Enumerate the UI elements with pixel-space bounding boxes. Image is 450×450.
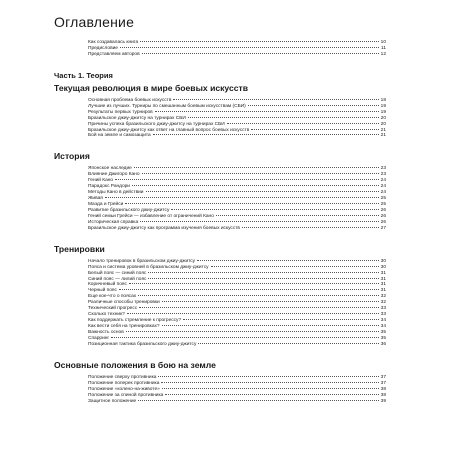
toc-entry-title: Развитие бразильского джиу-джитсу (88, 207, 170, 213)
toc-entry-title: Предисловие (88, 45, 118, 51)
toc-leader (138, 295, 379, 296)
toc-leader (138, 400, 378, 401)
section-heading: Текущая революция в мире боевых искусств (54, 82, 249, 93)
toc-entry-page: 24 (380, 178, 386, 184)
toc-entry-page: 37 (380, 374, 386, 380)
toc-leader (171, 209, 378, 210)
toc-leader (142, 173, 379, 174)
toc-entry-page: 35 (380, 329, 386, 335)
section-heading: Тренировки (54, 243, 105, 254)
toc-leader (227, 123, 379, 124)
toc-leader (105, 197, 379, 198)
section-list (54, 375, 386, 405)
toc-leader (115, 179, 379, 180)
toc-entry-title: Как вести себя на тренировках? (88, 324, 160, 329)
toc-entry-title: Причины успеха бразильского джиу-джитсу на турнирах СБИ (88, 121, 225, 127)
toc-leader (248, 105, 379, 106)
toc-entry-page: 18 (380, 97, 386, 103)
toc-entry (54, 133, 386, 139)
toc-entry-title: Синий пояс — лилий пояс (88, 276, 147, 282)
toc-entry-page: 27 (380, 225, 386, 231)
toc-entry-title: Положение сверху противника (88, 374, 157, 380)
toc-leader (165, 394, 378, 395)
toc-entry-title: Как создавалась книга (88, 40, 139, 45)
section-list (54, 259, 386, 348)
toc-leader (129, 283, 379, 284)
toc-entry-title: Спарринг (88, 335, 110, 341)
toc-entry-page: 19 (380, 109, 386, 115)
toc-entry-title: Пояса и система уровней в бразильском джиу-джитсу (88, 264, 209, 270)
toc-entry-page: 30 (380, 258, 386, 264)
toc-entry-title: Защитное положение (88, 398, 137, 404)
toc-entry-page: 32 (380, 300, 386, 306)
toc-entry-title: Методы Кано в действии (88, 190, 144, 196)
toc-entry-page: 10 (380, 40, 386, 45)
toc-leader (251, 129, 378, 130)
toc-leader (161, 382, 378, 383)
toc-entry (54, 52, 386, 58)
toc-leader (111, 337, 379, 338)
toc-entry-page: 30 (380, 264, 386, 270)
toc-entry-title: Положение поперек противника (88, 380, 160, 386)
toc-entry-title: Различные способы тренировки (88, 300, 160, 306)
toc-entry-title: Гений семьи Грейси — избавление от ограничений Кано (88, 213, 214, 219)
toc-entry (54, 226, 386, 232)
toc-entry-title: Гений Кано (88, 178, 114, 184)
toc-entry-page: 31 (380, 288, 386, 294)
toc-entry-page: 32 (380, 294, 386, 300)
toc-entry-page: 20 (380, 121, 386, 127)
toc-leader (127, 313, 379, 314)
toc-entry-page: 35 (380, 335, 386, 341)
toc-page (54, 10, 386, 406)
toc-entry-title: Основная проблема боевых искусств (88, 97, 172, 103)
toc-entry-page: 24 (380, 190, 386, 196)
toc-leader (153, 134, 379, 135)
toc-entry-page: 34 (380, 324, 386, 329)
section-list (54, 98, 386, 140)
toc-entry-title: Представляем авторов (88, 51, 140, 57)
toc-entry-page: 25 (380, 196, 386, 202)
toc-entry-page: 24 (380, 184, 386, 190)
toc-entry-title: Влияние Джигоро Кано (88, 172, 140, 178)
toc-entry-page: 26 (380, 219, 386, 225)
toc-leader (197, 260, 379, 261)
toc-entry-title: Бой на земле и самозащита (88, 133, 151, 139)
toc-leader (216, 215, 379, 216)
toc-entry-page: 11 (381, 45, 386, 51)
toc-entry-title: Еще кое-что о поясах (88, 294, 137, 300)
toc-entry-page: 33 (380, 306, 386, 312)
toc-entry-title: Важность основ (88, 329, 124, 335)
toc-leader (139, 307, 379, 308)
toc-entry (54, 399, 386, 405)
toc-entry-page: 23 (380, 166, 386, 172)
section-list (54, 166, 386, 231)
toc-leader (146, 191, 379, 192)
toc-entry-page: 26 (380, 213, 386, 219)
toc-leader (198, 343, 378, 344)
toc-leader (148, 278, 378, 279)
toc-entry-page: 23 (380, 172, 386, 178)
toc-entry-title: Бразильское джиу-джитсу как программа изучения боевых искусств (88, 225, 240, 231)
toc-entry-title: Японское наследие (88, 166, 132, 172)
toc-leader (119, 289, 379, 290)
section-heading: История (54, 151, 90, 162)
toc-entry-page: 34 (380, 318, 386, 324)
toc-entry-page: 20 (380, 115, 386, 121)
toc-leader (173, 99, 378, 100)
toc-entry-page: 37 (380, 380, 386, 386)
page-title: Оглавление (54, 14, 135, 30)
toc-entry-title: Начало тренировок в бразильском джиу-джитсу (88, 258, 196, 264)
toc-leader (142, 53, 379, 54)
toc-leader (155, 111, 379, 112)
front-matter-list (54, 40, 386, 58)
toc-leader (140, 221, 379, 222)
toc-leader (158, 376, 378, 377)
toc-leader (211, 266, 379, 267)
toc-entry-page: 33 (380, 312, 386, 318)
toc-entry-title: Положение за спиной противника (88, 392, 164, 398)
toc-entry-page: 38 (380, 392, 386, 398)
toc-entry-title: Бразильское джиу-джитсу на турнирах СБИ (88, 115, 186, 121)
toc-leader (242, 227, 379, 228)
toc-leader (183, 319, 379, 320)
toc-leader (125, 203, 378, 204)
toc-leader (126, 331, 379, 332)
toc-entry-page: 31 (380, 276, 386, 282)
toc-entry (54, 342, 386, 348)
toc-entry-title: Маэда и Грейси (88, 202, 124, 207)
toc-leader (162, 301, 379, 302)
toc-leader (148, 272, 378, 273)
toc-entry-page: 39 (380, 398, 386, 404)
section-heading: Основные положения в бою на земле (54, 359, 216, 370)
toc-entry-title: Бразильское джиу-джитсу как ответ на главный вопрос боевых искусств (88, 127, 250, 133)
toc-leader (188, 117, 379, 118)
toc-entry-page: 21 (380, 133, 386, 139)
toc-entry-title: Лучшие из лучших. Турниры по смешанным боевым искусствам (СБИ) (88, 103, 246, 109)
toc-entry-title: Положение «колено-на-животе» (88, 386, 160, 392)
toc-entry-title: Как поддержать стремление к прогрессу? (88, 318, 182, 324)
toc-leader (120, 47, 379, 48)
toc-entry-page: 12 (380, 51, 386, 57)
toc-entry-title: Результаты первых турниров (88, 109, 153, 115)
toc-entry-page: 26 (380, 207, 386, 213)
toc-entry-title: Коричневый пояс (88, 282, 127, 288)
toc-entry-page: 36 (380, 341, 386, 347)
toc-entry-page: 31 (380, 270, 386, 276)
toc-entry-title: Живая (88, 196, 103, 202)
toc-entry-title: Сколько техник? (88, 312, 125, 318)
toc-leader (132, 185, 379, 186)
toc-leader (134, 167, 379, 168)
toc-leader (140, 41, 379, 42)
part-heading: Часть 1. Теория (54, 70, 113, 80)
toc-entry-title: Технический прогресс (88, 306, 138, 312)
toc-entry-title: Белый пояс — синий пояс (88, 270, 147, 276)
toc-entry-title: Историческая справка (88, 219, 139, 225)
toc-entry-title: Позиционная тактика бразильского джиу-джитсу (88, 341, 197, 347)
toc-entry-title: Черный пояс (88, 288, 117, 294)
toc-entry-page: 21 (380, 127, 386, 133)
toc-entry-page: 19 (380, 103, 386, 109)
toc-entry-page: 25 (380, 202, 386, 207)
toc-leader (162, 325, 379, 326)
toc-entry-page: 31 (380, 282, 386, 288)
toc-entry-page: 38 (380, 386, 386, 392)
toc-entry-title: Парадокс Рандори (88, 184, 130, 190)
toc-leader (162, 388, 379, 389)
